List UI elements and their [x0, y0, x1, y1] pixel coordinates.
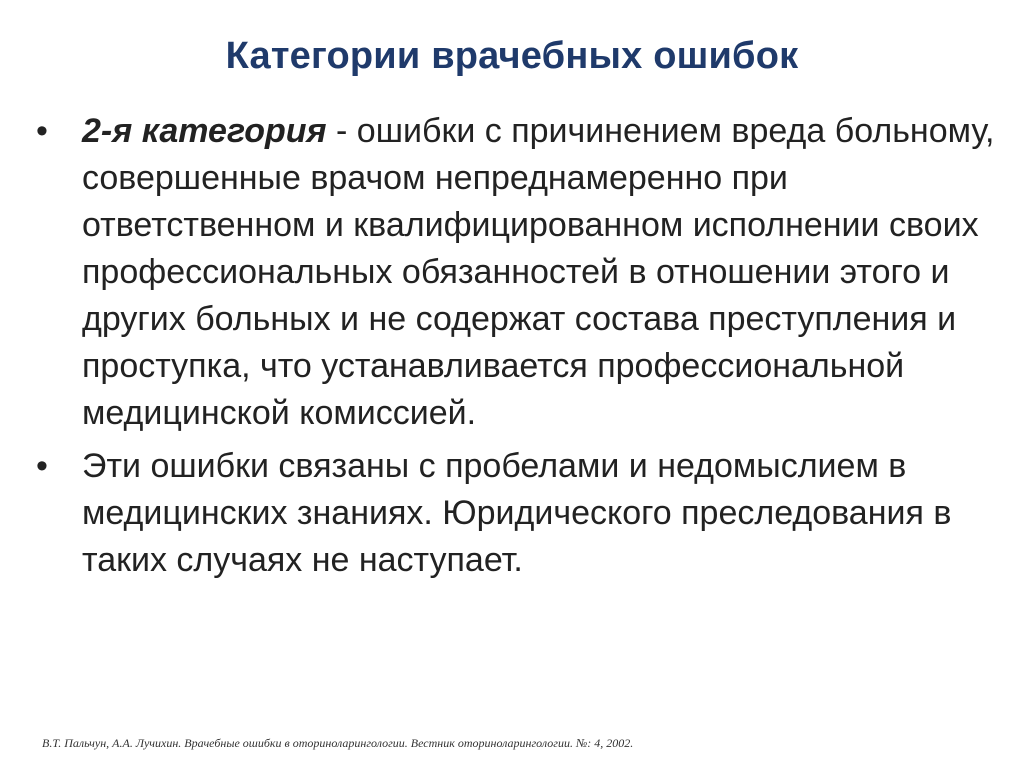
bullet-1-text: - ошибки с причинением вреда больному, совершенные врачом непреднамеренно при ответственном и квалифицированном исполнении своих профессиональных обязанностей в отношении этого и других больных и не содержат состава преступления и проступка, что устанавливается профессиональной медицинской комиссией. — [82, 112, 995, 432]
bullet-dot-icon: • — [36, 112, 48, 150]
bullet-item-2 — [36, 443, 996, 584]
slide-title: Категории врачебных ошибок — [225, 35, 799, 77]
bullet-1-emphasis: 2-я категория — [82, 112, 327, 150]
bullet-list — [36, 108, 996, 590]
bullet-item-1 — [36, 108, 996, 437]
bullet-dot-icon: • — [36, 447, 48, 485]
bullet-2-text: Эти ошибки связаны с пробелами и недомыслием в медицинских знаниях. Юридического преследования в таких случаях не наступает. — [82, 447, 952, 579]
citation-footer: В.Т. Пальчун, А.А. Лучихин. Врачебные ошибки в оториноларингологии. Вестник оториноларингологии. №: 4, 2002. — [42, 736, 634, 750]
